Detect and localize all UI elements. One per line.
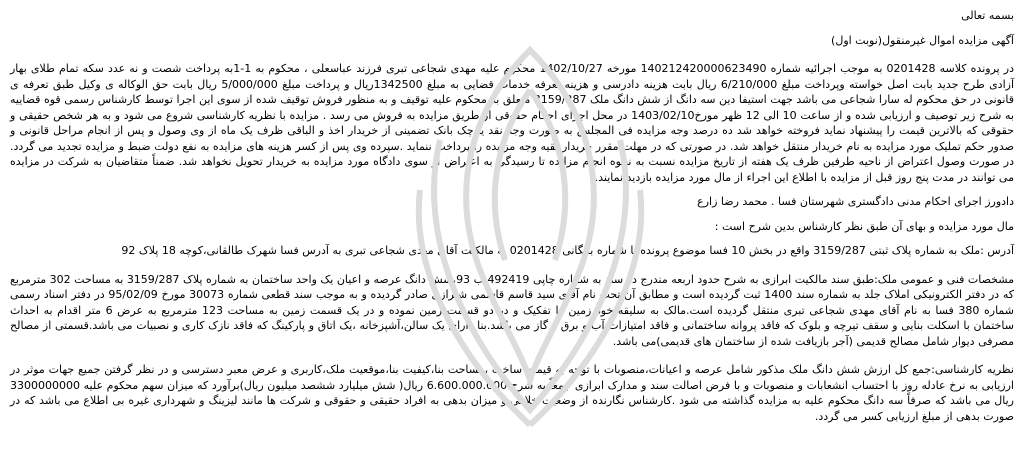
property-specifications: مشخصات فنی و عمومی ملک:طبق سند مالکیت ابرازی به شرح حدود اربعه مندرج در سند به شماره چاپی 492419 ب 93،شش دانگ عرصه و اعیان یک واحد ساختمان به شماره پلاک 3159/287 به مساحت 302 مترمربع که در دفتر الکترونیکی املاک جلد به شماره سند 1400 ثبت گردیده است و مطابق آن تحت نام آقای سید قاسم قاسمی شیرازی صادر گردیده و به موجب سند قطعی شماره 30073 مورخ 95/02/09 در دفتر اسناد رسمی شماره 380 فسا به نام آقای مهدی شجاعی تبری منتقل گردیده است.مالک به سلیقه خود زمین را تفکیک و در دو قسمت زمین نموده و در یک قسمت زمین به مساحت 123 مترمربع به عرض 6 متر اقدام به احداث ساختمان با اسکلت بنایی و سقف تیرچه و بلوک که فاقد پروانه ساختمانی و فاقد امتیازات آب و برق و گاز می باشد.بنا دارای یک سالن،آشپزخانه ،یک اتاق و پارکینگ که فاقد نازک کاری و نصبیات می باشد.قسمتی از مصالح مصرفی دیوار شامل مصالح قدیمی (آجر بازیافت شده از ساختمان های قدیمی)می باشد. xyxy=(10,272,1014,348)
invocation-text: بسمه تعالی xyxy=(961,9,1014,22)
expert-valuation: نظریه کارشناسی:جمع کل ارزش شش دانگ ملک مذکور شامل عرصه و اعیانات،منصوبات با توجه به قیمت ساخت ،مساحت بنا،کیفیت بنا،موقعیت ملک،کاربری و عرض معبر دسترسی و در نظر گرفتن جمیع جهات موثر در ارزیابی به نرخ عادله روز با احتساب انشعابات و منصوبات و با فرض اصالت سند و مدارک ابرازی جمعاً به شرح 6.600.000.000 ریال( شش میلیارد ششصد میلیون ریال)برآورد که میزان سهم محکوم علیه 3300000000 ریال می باشد که صرفاً سه دانگ محکوم علیه به مزایده گذاشته می شود .کارشناس نگارنده از وضعیت خلافی و میزان بدهی به افراد حقیقی و حقوقی و شرکت ها مانند لیزینگ و شهرداری غیره بی اطلاع می باشد که در صورت بدهی از مبلغ ارزیابی کسر می گردد. xyxy=(10,363,1014,423)
signature-line: دادورز اجرای احکام مدنی دادگستری شهرستان فسا . محمد رضا زارع xyxy=(697,195,1014,208)
notice-title: آگهی مزایده اموال غیرمنقول(نوبت اول) xyxy=(831,33,1014,47)
property-address: آدرس :ملک به شماره پلاک ثبتی 3159/287 واقع در بخش 10 فسا موضوع پرونده با شماره بایگانی 0201428 به مالکیت آقای مهدی شجاعی تبری به آدرس فسا شهرک طالقانی،کوچه 18 پلاک 92 xyxy=(121,244,1014,257)
main-paragraph: در پرونده کلاسه 0201428 به موجب اجرائیه شماره 140212420000623490 مورخه 1402/10/27 محکوم علیه مهدی شجاعی تبری فرزند عباسعلی ، محکوم به 1-1به پرداخت شصت و نه عدد سکه تمام طلای بهار آزادی طرح جدید بابت اصل خواسته وپرداخت مبلغ 6/210/000 ریال بابت هزینه دادرسی و هزینه تعرفه خدمات قضایی به مبلغ 1342500ریال و پرداخت مبلغ 5/000/000 ریال بابت حق الوکاله ی وکیل طبق تعرفه ی قانونی در حق محکوم له سارا شجاعی می باشد جهت استیفا دین سه دانگ از شش دانگ ملک 3159/287 متعلق به محکوم علیه توقیف و به منظور فروش توقیف شده از سوی این اجرا توسط کارشناس رسمی قوه قضاییه به شرح زیر توصیف و ارزیابی شده و از ساعت 10 الی 12 ظهر مورخ1403/02/10 در محل اجرای احکام حقوقی از طریق مزایده به فروش می رسد . مزایده با نظریه کارشناسی شروع می شود و به هر شخص حقیقی و حقوقی که بالاترین قیمت را پیشنهاد نماید فروخته خواهد شد ده درصد وجه مزایده فی المجلس به صورت وجه نقد یا چک بانک تضمینی از خریدار اخذ و الباقی ظرف یک ماه از وی وصول و پس از انجام مراحل قانونی و صدور حکم تملیک مورد مزایده به نام خریدار منتقل خواهد شد. در صورتی که در مهلت مقرر خریدار بقیه وجه مزایده را پرداخت ننماید .سپرده وی پس از کسر هزینه های مزایده به نفع دولت ضبط و مزایده تجدید می گردد. در صورت وصول اعتراض از ناحیه طرفین ظرف یک هفته از تاریخ مزایده نسبت به نحوه انجام مزایده تا رسیدگی به اعتراض از سوی دادگاه مورد مزایده به خریدار تحویل نخواهد شد. ضمناً متقاضیان به شرکت در مزایده می توانند در مدت پنج روز قبل از مزایده با اطلاع این اجراء از مال مورد مزایده بازدید نمایند. xyxy=(10,62,1015,184)
section-heading: مال مورد مزایده و بهای آن طبق نظر کارشناس بدین شرح است : xyxy=(714,219,1014,233)
